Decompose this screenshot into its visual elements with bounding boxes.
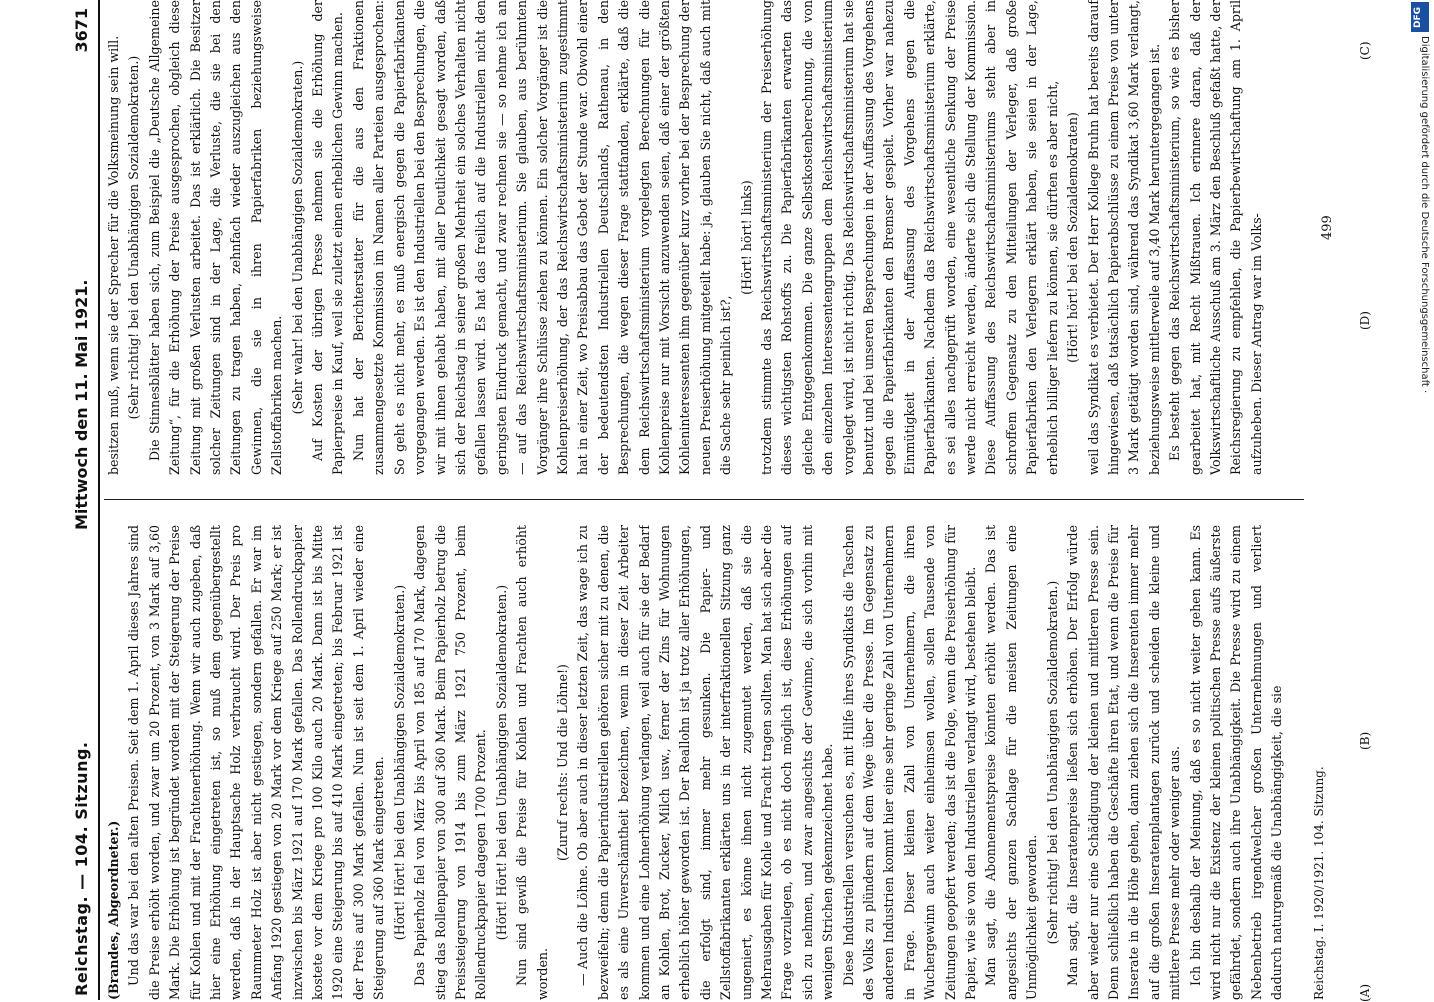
paragraph: Auf Kosten der übrigen Presse nehmen sie die Erhöhung der Papierpreise in Kauf, weil sie zuletzt einen erheblichen Gewinn machen. [310,0,346,475]
dfg-logo: DFG [1411,2,1429,32]
folio-number: 499 [1320,215,1335,240]
right-column [104,0,1334,475]
paragraph: besitzen muß, wenn sie der Sprecher für die Volksmeinung sein will. [106,35,121,475]
interjection: (Sehr richtig! bei den Unabhängigen Sozialdemokraten.) [126,55,142,420]
paragraph: Man sagt, die Inseratenpreise ließen sich erhöhen. Der Erfolg würde aber wieder nur eine Schädigung der kleinen und mittleren Presse sein. Denn schließlich haben die Geschäfte ihren Etat, und wenn die Preise für Inserate in die Höhe gehen, dann ziehen sich die Inserenten immer mehr auf die großen Inseratenplantagen zurück und scheiden die kleine und mittlere Presse mehr oder weniger aus. [1065,525,1183,1000]
margin-marker-a: (A) [1358,983,1372,1002]
paragraph: Ich bin deshalb der Meinung, daß es so nicht weiter gehen kann. Es wird nicht nur die Existenz der kleinen politischen Presse aufs äußerste gefährdet, sondern auch ihre Unabhängigkeit. Die Presse wird zu einem Nebenbetrieb irgendwelcher großen Unternehmungen und verliert dadurch naturgemäß die Unabhängigkeit, die sie [1187,525,1285,1000]
page-header [68,0,100,1000]
paragraph: Das Papierholz fiel von März bis April von 185 auf 170 Mark, dagegen stieg das Rollenpapier von 300 auf 360 Mark. Beim Papierholz betrug die Preissteigerung von 1914 bis zum März 1921 750 Prozent, beim Rollendruckpapier dagegen 1700 Prozent. [412,525,489,1000]
paragraph: weil das Syndikat es verbietet. Der Herr Kollege Bruhn hat bereits darauf hingewiesen, daß tatsächlich Papierabschlüsse zu einem Preise von unter 3 Mark getätigt worden sind, während das Syndikat 3,60 Mark verlangt, beziehungsweise mittlerweile auf 3,40 Mark heruntergegangen ist. [1085,0,1162,475]
paragraph: trotzdem stimmte das Reichswirtschaftsministerium der Preiserhöhung dieses wichtigsten Rohstoffs zu. Die Papierfabrikanten erwarten das gleiche Entgegenkommen. Die ganze Selbstkostenberechnung, die von den einzelnen Interessentengruppen dem Reichswirtschaftsministerium vorgelegt wird, ist nicht richtig. Das Reichswirtschaftsministerium hat sie benutzt und bei unseren Besprechungen in der Auffassung des Vorgehens gegen die Papierfabrikanten den Bremser gespielt. Vorher war nahezu Einmütigkeit in der Auffassung des Vorgehens gegen die Papierfabrikanten. Nachdem das Reichswirtschaftsministerium erklärte, es sei alles nachgeprüft worden, eine wesentliche Senkung der Preise werde nicht erreicht werden, änderte sich die Stellung der Kommission. Diese Auffassung des Reichswirtschaftsministeriums steht aber in schroffem Gegensatz zu den Mitteilungen der Verleger, daß große Papierfabriken den Verlegern erklärt haben, sie seien in der Lage, erheblich billiger liefern zu können, sie dürften es aber nicht, [759,0,1060,475]
margin-marker-c: (C) [1358,41,1372,60]
rotated-page [68,0,1378,1000]
margin-marker-d: (D) [1358,311,1372,330]
interjection: (Zuruf rechts: Und die Löhne!) [554,664,570,861]
header-date: Mittwoch den 11. Mai 1921. [72,279,91,530]
interjection: (Hört! hört! links) [738,180,754,295]
interjection: (Hört! Hört! bei den Unabhängigen Sozialdemokraten.) [493,584,509,941]
paragraph: Man sagt, die Abonnementspreise könnten erhöht werden. Das ist angesichts der ganzen Sachlage für die meisten Zeitungen eine Unmöglichkeit geworden. [983,525,1040,1000]
interjection: (Hört! Hört! bei den Unabhängigen Sozialdemokraten.) [391,584,407,941]
interjection: (Sehr wahr! bei den Unabhängigen Sozialdemokraten.) [289,60,305,415]
margin-marker-b: (B) [1358,731,1372,750]
header-page-number: 3671 [72,8,91,53]
digitization-credit [1410,0,1432,1000]
paragraph: — Auch die Löhne. Ob aber auch in dieser letzten Zeit, das wage ich zu bezweifeln; denn die Papierindustriellen gehören sicher mit zu denen, die es als eine Unverschämtheit bezeichnen, wenn in dieser Zeit Arbeiter kommen und eine Lohnerhöhung verlangen, weil auch für sie der Bedarf an Kohlen, Brot, Zucker, Milch usw., ferner der Zins für Wohnungen erheblich höher geworden ist. Der Reallohn ist ja trotz aller Erhöhungen, die erfolgt sind, immer mehr gesunken. Die Papier- und Zellstoffabrikanten erklärten uns in der interfraktionellen Sitzung ganz ungeniert, es könne ihnen nicht zugemutet werden, daß sie die Mehrausgaben für Kohle und Fracht tragen sollten. Man hat sich aber die Frage vorzulegen, ob es nicht doch möglich ist, diese Erhöhungen auf sich zu nehmen, und zwar angesichts der Gewinne, die sich vorhin mit wenigen Strichen gekennzeichnet habe. [575,525,836,1000]
page-footer: Reichstag. I. 1920/1921. 104. Sitzung. [1312,766,1326,1000]
paragraph: Es besteht gegen das Reichswirtschaftsministerium, so wie es bisher gearbeitet hat, mit Recht Mißtrauen. Ich erinnere daran, daß der Volkswirtschaftliche Ausschuß am 3. März den Beschluß gefaßt hatte, der Reichsregierung zu empfehlen, die Papierbewirtschaftung am 1. April aufzuheben. Dieser Antrag war im Volks- [1167,0,1264,475]
column-divider [104,499,1304,500]
interjection: (Sehr richtig! bei den Unabhängigen Sozialdemokraten.) [1044,580,1060,945]
credit-text: Digitalisierung gefördert durch die Deutsche Forschungsgemeinschaft · [1419,36,1430,394]
left-column [104,525,1334,1000]
interjection: (Hört! hört! bei den Sozialdemokraten) [1065,112,1081,363]
header-session: Reichstag. — 104. Sitzung. [72,741,91,996]
paragraph: Diese Industriellen versuchen es, mit Hilfe ihres Syndikats die Taschen des Volks zu plündern auf dem Wege über die Presse. Im Gegensatz zu anderen Industrien kommt hier eine sehr geringe Zahl von Unternehmern in Frage. Dieser kleinen Zahl von Unternehmern, die ihren Wuchergewinn auch weiter einheimsen wollen, sollen Tausende von Zeitungen geopfert werden; das ist die Folge, wenn die Preiserhöhung für Papier, wie sie von den Industriellen verlangt wird, bestehen bleibt. [840,525,979,1000]
paragraph: Nun hat der Berichterstatter für die aus den Fraktionen zusammengesetzte Kommission im Namen aller Parteien ausgesprochen: So geht es nicht mehr, es muß energisch gegen die Papierfabrikanten vorgegangen werden. Es ist den Industriellen bei den Besprechungen, die wir mit ihnen gehabt haben, mit aller Deutlichkeit gesagt worden, daß sich der Reichstag in seiner großen Mehrheit ein solches Verhalten nicht gefallen lassen wird. Es hat das freilich auf die Industriellen nicht den geringsten Eindruck gemacht, und zwar rechnen sie — so nehme ich an — auf das Reichswirtschaftsministerium. Sie glauben, aus berühmten Vorgänger ihre Schlüsse ziehen zu können. Ein solcher Vorgänger ist die Kohlenpreiserhöhung, der das Reichswirtschaftsministerium zugestimmt hat in einer Zeit, wo Preisabbau das Gebot der Stunde war. Obwohl einer der bedeutendsten Industriellen Deutschlands, Rathenau, in den Besprechungen, die wegen dieser Frage stattfanden, erklärte, daß die dem Reichswirtschaftsministerium vorgelegten Berechnungen für die Kohlenpreise nur mit Vorsicht anzuwenden seien, daß einer der größten Kohleninteressenten ihm gegenüber kurz vorher bei der Besprechung der neuen Preiserhöhung mitgeteilt habe: ja, glauben Sie nicht, daß auch mit die Sache sehr peinlich ist?, [350,0,734,475]
paragraph: Nun sind gewiß die Preise für Kohlen und Frachten auch erhöht worden. [514,525,550,1000]
speaker-line: (Brandes, Abgeordneter.) [106,820,121,1000]
paragraph: Und das war bei den alten Preisen. Seit dem 1. April dieses Jahres sind die Preise erhöht worden, und zwar um 20 Prozent, von 3 Mark auf 3,60 Mark. Die Erhöhung ist begründet worden mit der Steigerung der Preise für Kohlen und mit der Frachtenerhöhung. Wenn wir auch zugeben, daß hier eine Erhöhung eingetreten ist, so muß dem gegenübergestellt werden, daß in der Hauptsache Holz verbraucht wird. Der Preis pro Raummeter Holz ist aber nicht gestiegen, sondern gefallen. Er war im Anfang 1920 gestiegen von 20 Mark vor dem Kriege auf 250 Mark; er ist inzwischen bis März 1921 auf 170 Mark gefallen. Das Rollendruckpapier kostete vor dem Kriege pro 100 Kilo auch 20 Mark. Dann ist bis Mitte 1920 eine Steigerung bis auf 410 Mark eingetreten; bis Februar 1921 ist der Preis auf 300 Mark gefallen. Nun ist seit dem 1. April wieder eine Steigerung auf 360 Mark eingetreten. [126,525,387,1000]
paragraph: Die Stinnesblätter haben sich, zum Beispiel die „Deutsche Allgemeine Zeitung“, für die Erhöhung der Preise ausgesprochen, obgleich diese Zeitung mit großen Verlusten arbeitet. Das ist erklärlich. Die Besitzer solcher Zeitungen sind in der Lage, die Verluste, die sie bei den Zeitungen zu tragen haben, zehnfach wieder auszugleichen aus den Gewinnen, die sie in ihren Papierfabriken beziehungsweise Zellstoffabriken machen. [146,0,285,475]
